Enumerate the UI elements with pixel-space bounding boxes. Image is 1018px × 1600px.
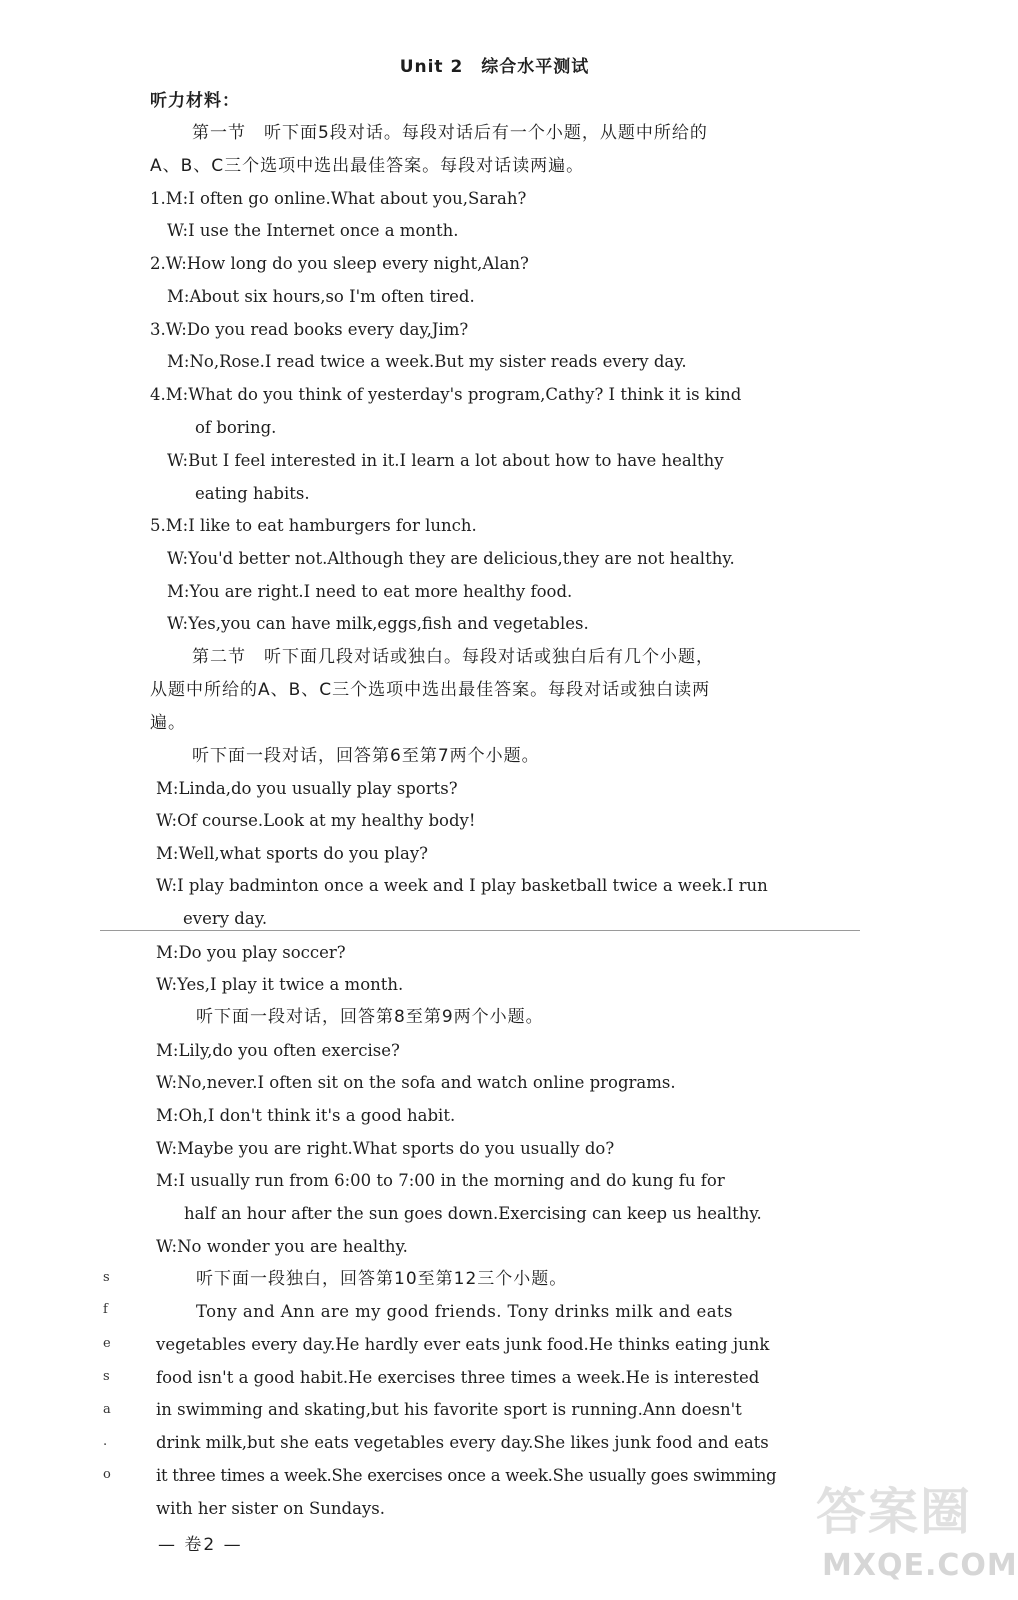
monologue-paragraph-line: it three times a week.She exercises once a week.She usually goes swimming bbox=[156, 1466, 777, 1485]
monologue-paragraph-line: drink milk,but she eats vegetables every day.She likes junk food and eats bbox=[156, 1433, 769, 1452]
dialogue3-man: M:No,Rose.I read twice a week.But my sister reads every day. bbox=[167, 352, 687, 371]
dialogue5-man-1: 5.M:I like to eat hamburgers for lunch. bbox=[150, 516, 477, 535]
conversation2-line: M:Lily,do you often exercise? bbox=[156, 1041, 400, 1060]
conversation2-line: M:I usually run from 6:00 to 7:00 in the morning and do kung fu for bbox=[156, 1171, 725, 1190]
dialogue5-woman-2: W:Yes,you can have milk,eggs,fish and vegetables. bbox=[167, 614, 589, 633]
dialogue5-man-2: M:You are right.I need to eat more healthy food. bbox=[167, 582, 573, 601]
margin-mark: s bbox=[103, 1270, 110, 1285]
dialogue2-woman: 2.W:How long do you sleep every night,Alan? bbox=[150, 254, 529, 273]
conversation2-line: M:Oh,I don't think it's a good habit. bbox=[156, 1106, 456, 1125]
conversation1-line: W:I play badminton once a week and I play basketball twice a week.I run bbox=[156, 876, 768, 895]
conversation2-line: W:Maybe you are right.What sports do you usually do? bbox=[156, 1139, 615, 1158]
section-heading: 听力材料： bbox=[150, 91, 240, 111]
section2-instruction-line1: 第二节 听下面几段对话或独白。每段对话或独白后有几个小题， bbox=[192, 647, 714, 667]
dialogue1-man: 1.M:I often go online.What about you,Sarah? bbox=[150, 189, 527, 208]
conversation2-line: half an hour after the sun goes down.Exercising can keep us healthy. bbox=[184, 1204, 762, 1223]
dialogue4-man-line2: of boring. bbox=[195, 418, 277, 437]
monologue-intro: 听下面一段独白，回答第10至第12三个小题。 bbox=[196, 1269, 568, 1289]
conversation2-line: W:No,never.I often sit on the sofa and watch online programs. bbox=[156, 1073, 676, 1092]
monologue-paragraph-line: vegetables every day.He hardly ever eats junk food.He thinks eating junk bbox=[156, 1335, 770, 1354]
dialogue2-man: M:About six hours,so I'm often tired. bbox=[167, 287, 475, 306]
dialogue5-woman-1: W:You'd better not.Although they are delicious,they are not healthy. bbox=[167, 549, 735, 568]
monologue-paragraph-line: food isn't a good habit.He exercises three times a week.He is interested bbox=[156, 1368, 760, 1387]
margin-mark: a bbox=[103, 1402, 111, 1417]
conversation1-line: every day. bbox=[183, 909, 268, 928]
page-title: Unit 2 综合水平测试 bbox=[399, 57, 590, 77]
conversation1-line: M:Linda,do you usually play sports? bbox=[156, 779, 458, 798]
watermark-site-text: MXQE.COM bbox=[822, 1548, 1018, 1583]
conversation2-intro: 听下面一段对话，回答第8至第9两个小题。 bbox=[196, 1007, 544, 1027]
scan-line-divider bbox=[100, 930, 860, 931]
monologue-paragraph-line: in swimming and skating,but his favorite sport is running.Ann doesn't bbox=[156, 1400, 742, 1419]
monologue-paragraph-line: with her sister on Sundays. bbox=[156, 1499, 385, 1518]
watermark-logo-text: 答案圈 bbox=[816, 1483, 972, 1541]
margin-mark: o bbox=[103, 1467, 111, 1482]
page-footer: — 卷2 — bbox=[158, 1535, 243, 1555]
dialogue4-woman-line2: eating habits. bbox=[195, 484, 310, 503]
watermark-logo bbox=[808, 1472, 1018, 1592]
section2-instruction-line2: 从题中所给的A、B、C三个选项中选出最佳答案。每段对话或独白读两 bbox=[150, 680, 711, 700]
dialogue1-woman: W:I use the Internet once a month. bbox=[167, 221, 459, 240]
conversation1-intro: 听下面一段对话，回答第6至第7两个小题。 bbox=[192, 746, 540, 766]
monologue-paragraph-line: Tony and Ann are my good friends. Tony drinks milk and eats bbox=[196, 1302, 733, 1321]
conversation1-line: W:Of course.Look at my healthy body! bbox=[156, 811, 476, 830]
margin-mark: s bbox=[103, 1369, 110, 1384]
conversation1-line: M:Well,what sports do you play? bbox=[156, 844, 429, 863]
conversation1-line: W:Yes,I play it twice a month. bbox=[156, 975, 404, 994]
dialogue4-woman-line1: W:But I feel interested in it.I learn a lot about how to have healthy bbox=[167, 451, 724, 470]
dialogue3-woman: 3.W:Do you read books every day,Jim? bbox=[150, 320, 469, 339]
margin-mark: . bbox=[103, 1434, 108, 1449]
section1-instruction-line1: 第一节 听下面5段对话。每段对话后有一个小题，从题中所给的 bbox=[192, 123, 708, 143]
section2-instruction-line3: 遍。 bbox=[150, 713, 186, 733]
conversation1-line: M:Do you play soccer? bbox=[156, 943, 346, 962]
margin-mark: e bbox=[103, 1336, 111, 1351]
conversation2-line: W:No wonder you are healthy. bbox=[156, 1237, 408, 1256]
section1-instruction-line2: A、B、C三个选项中选出最佳答案。每段对话读两遍。 bbox=[150, 156, 585, 176]
margin-mark: f bbox=[103, 1302, 108, 1317]
dialogue4-man-line1: 4.M:What do you think of yesterday's program,Cathy? I think it is kind bbox=[150, 385, 742, 404]
